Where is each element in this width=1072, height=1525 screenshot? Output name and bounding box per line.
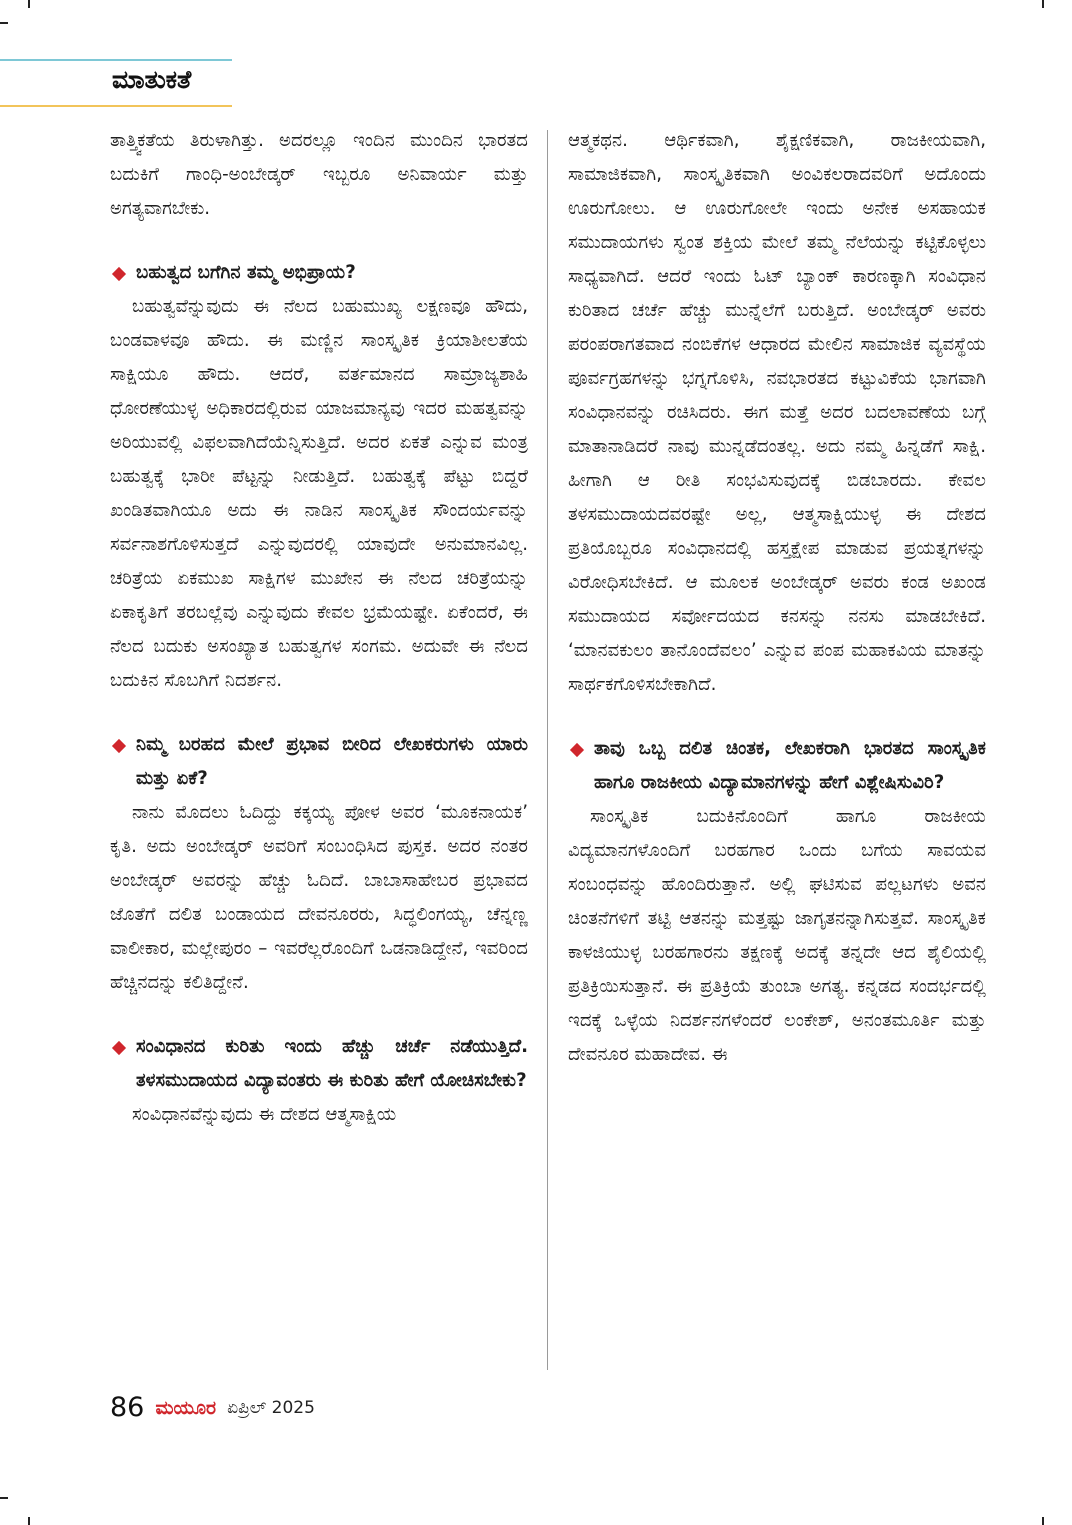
question-text: ನಿಮ್ಮ ಬರಹದ ಮೇಲೆ ಪ್ರಭಾವ ಬೀರಿದ ಲೇಖಕರುಗಳು ಯಾರು ಮತ್ತು ಏಕೆ? — [136, 734, 528, 789]
question-text: ತಾವು ಒಬ್ಬ ದಲಿತ ಚಿಂತಕ, ಲೇಖಕರಾಗಿ ಭಾರತದ ಸಾಂಸ್ಕೃತಿಕ ಹಾಗೂ ರಾಜಕೀಯ ವಿದ್ಯಾಮಾನಗಳನ್ನು ಹೇಗೆ ವಿಶ್ಲೇಷಿಸುವಿರಿ? — [594, 738, 986, 793]
question-text: ಬಹುತ್ವದ ಬಗೆಗಿನ ತಮ್ಮ ಅಭಿಪ್ರಾಯ? — [136, 262, 356, 283]
crop-mark — [0, 22, 8, 24]
body-paragraph: ಬಹುತ್ವವೆನ್ನುವುದು ಈ ನೆಲದ ಬಹುಮುಖ್ಯ ಲಕ್ಷಣವೂ ಹೌದು, ಬಂಡವಾಳವೂ ಹೌದು. ಈ ಮಣ್ಣಿನ ಸಾಂಸ್ಕೃತಿಕ ಕ್ರಿಯಾಶೀಲತೆಯ ಸಾಕ್ಷಿಯೂ ಹೌದು. ಆದರೆ, ವರ್ತಮಾನದ ಸಾಮ್ರಾಜ್ಯಶಾಹಿ ಧೋರಣೆಯುಳ್ಳ ಅಧಿಕಾರದಲ್ಲಿರುವ ಯಾಜಮಾನ್ಯವು ಇದರ ಮಹತ್ವವನ್ನು ಅರಿಯುವಲ್ಲಿ ವಿಫಲವಾಗಿದೆಯೆನ್ನಿಸುತ್ತಿದೆ. ಅದರ ಏಕತೆ ಎನ್ನುವ ಮಂತ್ರ ಬಹುತ್ವಕ್ಕೆ ಭಾರೀ ಪೆಟ್ಟನ್ನು ನೀಡುತ್ತಿದೆ. ಬಹುತ್ವಕ್ಕೆ ಪೆಟ್ಟು ಬಿದ್ದರೆ ಖಂಡಿತವಾಗಿಯೂ ಅದು ಈ ನಾಡಿನ ಸಾಂಸ್ಕೃತಿಕ ಸೌಂದರ್ಯವನ್ನು ಸರ್ವನಾಶಗೊಳಿಸುತ್ತದೆ ಎನ್ನುವುದರಲ್ಲಿ ಯಾವುದೇ ಅನುಮಾನವಿಲ್ಲ. ಚರಿತ್ರೆಯ ಏಕಮುಖ ಸಾಕ್ಷಿಗಳ ಮುಖೇನ ಈ ನೆಲದ ಚರಿತ್ರೆಯನ್ನು ಏಕಾಕೃತಿಗೆ ತರಬಲ್ಲೆವು ಎನ್ನುವುದು ಕೇವಲ ಭ್ರಮೆಯಷ್ಟೇ. ಏಕೆಂದರೆ, ಈ ನೆಲದ ಬದುಕು ಅಸಂಖ್ಯಾತ ಬಹುತ್ವಗಳ ಸಂಗಮ. ಅದುವೇ ಈ ನೆಲದ ಬದುಕಿನ ಸೊಬಗಿಗೆ ನಿದರ್ಶನ. — [110, 296, 528, 691]
interview-question — [110, 256, 528, 290]
page-number: 86 — [110, 1392, 145, 1423]
diamond-bullet-icon — [112, 267, 126, 281]
crop-mark — [28, 1517, 30, 1525]
header-rule-bottom — [0, 105, 232, 107]
column-divider — [547, 130, 548, 1370]
body-paragraph: ತಾತ್ತ್ವಿಕತೆಯ ತಿರುಳಾಗಿತ್ತು. ಅದರಲ್ಲೂ ಇಂದಿನ ಮುಂದಿನ ಭಾರತದ ಬದುಕಿಗೆ ಗಾಂಧಿ-ಅಂಬೇಡ್ಕರ್ ಇಬ್ಬರೂ ಅನಿವಾರ್ಯ ಮತ್ತು ಅಗತ್ಯವಾಗಬೇಕು. — [110, 130, 528, 219]
diamond-bullet-icon — [570, 743, 584, 757]
question-text: ಸಂವಿಧಾನದ ಕುರಿತು ಇಂದು ಹೆಚ್ಚು ಚರ್ಚೆ ನಡೆಯುತ್ತಿದೆ. ತಳಸಮುದಾಯದ ವಿದ್ಯಾವಂತರು ಈ ಕುರಿತು ಹೇಗೆ ಯೋಚಿಸಬೇಕು? — [136, 1036, 528, 1091]
issue-date: ಏಪ್ರಿಲ್ 2025 — [227, 1397, 315, 1418]
header-rule-top — [0, 59, 232, 61]
magazine-name: ಮಯೂರ — [155, 1396, 217, 1419]
page-footer — [110, 1392, 315, 1432]
interview-question — [568, 732, 986, 800]
body-paragraph: ಆತ್ಮಕಥನ. ಆರ್ಥಿಕವಾಗಿ, ಶೈಕ್ಷಣಿಕವಾಗಿ, ರಾಜಕೀಯವಾಗಿ, ಸಾಮಾಜಿಕವಾಗಿ, ಸಾಂಸ್ಕೃತಿಕವಾಗಿ ಅಂವಿಕಲರಾದವರಿಗೆ ಅದೊಂದು ಊರುಗೋಲು. ಆ ಊರುಗೋಲೇ ಇಂದು ಅನೇಕ ಅಸಹಾಯಕ ಸಮುದಾಯಗಳು ಸ್ವಂತ ಶಕ್ತಿಯ ಮೇಲೆ ತಮ್ಮ ನೆಲೆಯನ್ನು ಕಟ್ಟಿಕೊಳ್ಳಲು ಸಾಧ್ಯವಾಗಿದೆ. ಆದರೆ ಇಂದು ಓಟ್ ಬ್ಯಾಂಕ್ ಕಾರಣಕ್ಕಾಗಿ ಸಂವಿಧಾನ ಕುರಿತಾದ ಚರ್ಚೆ ಹೆಚ್ಚು ಮುನ್ನೆಲೆಗೆ ಬರುತ್ತಿದೆ. ಅಂಬೇಡ್ಕರ್ ಅವರು ಪರಂಪರಾಗತವಾದ ನಂಬಿಕೆಗಳ ಆಧಾರದ ಮೇಲಿನ ಸಾಮಾಜಿಕ ವ್ಯವಸ್ಥೆಯ ಪೂರ್ವಗ್ರಹಗಳನ್ನು ಭಗ್ನಗೊಳಿಸಿ, ನವಭಾರತದ ಕಟ್ಟುವಿಕೆಯ ಭಾಗವಾಗಿ ಸಂವಿಧಾನವನ್ನು ರಚಿಸಿದರು. ಈಗ ಮತ್ತೆ ಅದರ ಬದಲಾವಣೆಯ ಬಗ್ಗೆ ಮಾತಾನಾಡಿದರೆ ನಾವು ಮುನ್ನಡೆದಂತಲ್ಲ. ಅದು ನಮ್ಮ ಹಿನ್ನಡೆಗೆ ಸಾಕ್ಷಿ. ಹೀಗಾಗಿ ಆ ರೀತಿ ಸಂಭವಿಸುವುದಕ್ಕೆ ಬಿಡಬಾರದು. ಕೇವಲ ತಳಸಮುದಾಯದವರಷ್ಟೇ ಅಲ್ಲ, ಆತ್ಮಸಾಕ್ಷಿಯುಳ್ಳ ಈ ದೇಶದ ಪ್ರತಿಯೊಬ್ಬರೂ ಸಂವಿಧಾನದಲ್ಲಿ ಹಸ್ತಕ್ಷೇಪ ಮಾಡುವ ಪ್ರಯತ್ನಗಳನ್ನು ವಿರೋಧಿಸಬೇಕಿದೆ. ಆ ಮೂಲಕ ಅಂಬೇಡ್ಕರ್ ಅವರು ಕಂಡ ಅಖಂಡ ಸಮುದಾಯದ ಸರ್ವೋದಯದ ಕನಸನ್ನು ನನಸು ಮಾಡಬೇಕಿದೆ. ‘ಮಾನವಕುಲಂ ತಾನೊಂದೆವಲಂ’ ಎನ್ನುವ ಪಂಪ ಮಹಾಕವಿಯ ಮಾತನ್ನು ಸಾರ್ಥಕಗೊಳಿಸಬೇಕಾಗಿದೆ. — [568, 130, 986, 695]
body-paragraph: ಸಂವಿಧಾನವೆನ್ನುವುದು ಈ ದೇಶದ ಆತ್ಮಸಾಕ್ಷಿಯ — [132, 1104, 397, 1125]
body-paragraph: ಸಾಂಸ್ಕೃತಿಕ ಬದುಕಿನೊಂದಿಗೆ ಹಾಗೂ ರಾಜಕೀಯ ವಿದ್ಯಮಾನಗಳೊಂದಿಗೆ ಬರಹಗಾರ ಒಂದು ಬಗೆಯ ಸಾವಯವ ಸಂಬಂಧವನ್ನು ಹೊಂದಿರುತ್ತಾನೆ. ಅಲ್ಲಿ ಘಟಿಸುವ ಪಲ್ಲಟಗಳು ಅವನ ಚಿಂತನೆಗಳಿಗೆ ತಟ್ಟಿ ಆತನನ್ನು ಮತ್ತಷ್ಟು ಜಾಗೃತನನ್ನಾಗಿಸುತ್ತವೆ. ಸಾಂಸ್ಕೃತಿಕ ಕಾಳಜಿಯುಳ್ಳ ಬರಹಗಾರನು ತಕ್ಷಣಕ್ಕೆ ಅದಕ್ಕೆ ತನ್ನದೇ ಆದ ಶೈಲಿಯಲ್ಲಿ ಪ್ರತಿಕ್ರಿಯಿಸುತ್ತಾನೆ. ಈ ಪ್ರತಿಕ್ರಿಯೆ ತುಂಬಾ ಅಗತ್ಯ. ಕನ್ನಡದ ಸಂದರ್ಭದಲ್ಲಿ ಇದಕ್ಕೆ ಒಳ್ಳೆಯ ನಿದರ್ಶನಗಳೆಂದರೆ ಲಂಕೇಶ್, ಅನಂತಮೂರ್ತಿ ಮತ್ತು ದೇವನೂರ ಮಹಾದೇವ. ಈ — [568, 806, 986, 1065]
crop-mark — [1042, 1517, 1044, 1525]
crop-mark — [1042, 0, 1044, 8]
crop-mark — [28, 0, 30, 8]
section-title: ಮಾತುಕತೆ — [112, 65, 192, 94]
interview-question — [110, 1030, 528, 1098]
diamond-bullet-icon — [112, 739, 126, 753]
left-column — [110, 124, 528, 1132]
interview-question — [110, 728, 528, 796]
crop-mark — [0, 1497, 8, 1499]
body-paragraph: ನಾನು ಮೊದಲು ಓದಿದ್ದು ಕಕ್ಕಯ್ಯ ಪೋಳ ಅವರ ‘ಮೂಕನಾಯಕ’ ಕೃತಿ. ಅದು ಅಂಬೇಡ್ಕರ್ ಅವರಿಗೆ ಸಂಬಂಧಿಸಿದ ಪುಸ್ತಕ. ಅದರ ನಂತರ ಅಂಬೇಡ್ಕರ್ ಅವರನ್ನು ಹೆಚ್ಚು ಓದಿದೆ. ಬಾಬಾಸಾಹೇಬರ ಪ್ರಭಾವದ ಜೊತೆಗೆ ದಲಿತ ಬಂಡಾಯದ ದೇವನೂರರು, ಸಿದ್ಧಲಿಂಗಯ್ಯ, ಚೆನ್ನಣ್ಣ ವಾಲೀಕಾರ, ಮಲ್ಲೇಪುರಂ – ಇವರೆಲ್ಲರೊಂದಿಗೆ ಒಡನಾಡಿದ್ದೇನೆ, ಇವರಿಂದ ಹೆಚ್ಚಿನದನ್ನು ಕಲಿತಿದ್ದೇನೆ. — [110, 802, 528, 993]
section-header — [0, 56, 232, 108]
right-column — [568, 124, 986, 1072]
diamond-bullet-icon — [112, 1041, 126, 1055]
